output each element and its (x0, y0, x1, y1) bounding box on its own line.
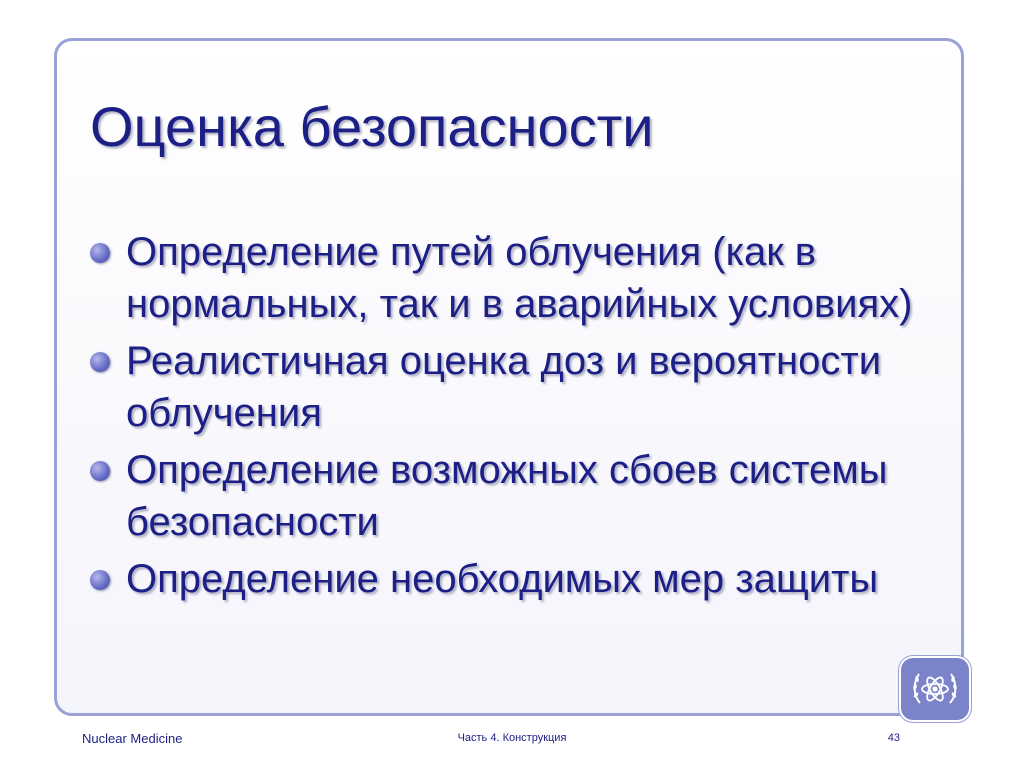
footer-page-number: 43 (887, 732, 900, 744)
bullet-dot-icon (90, 461, 110, 481)
bullet-dot-icon (90, 352, 110, 372)
bullet-item (88, 226, 928, 330)
bullet-item (88, 553, 928, 605)
iaea-atom-emblem-icon (901, 658, 969, 720)
bullet-text: Определение необходимых мер защиты (126, 557, 879, 601)
footer-course-name: Nuclear Medicine (82, 731, 183, 746)
bullet-list (88, 226, 928, 610)
bullet-text: Определение путей облучения (как в нормальных, так и в аварийных условиях) (126, 230, 913, 326)
bullet-item (88, 335, 928, 439)
bullet-text: Определение возможных сбоев системы безопасности (126, 448, 888, 544)
slide-title: Оценка безопасности (90, 95, 654, 158)
footer-section-name: Часть 4. Конструкция (457, 732, 567, 744)
bullet-text: Реалистичная оценка доз и вероятности облучения (126, 339, 882, 435)
bullet-item (88, 444, 928, 548)
bullet-dot-icon (90, 570, 110, 590)
bullet-dot-icon (90, 243, 110, 263)
